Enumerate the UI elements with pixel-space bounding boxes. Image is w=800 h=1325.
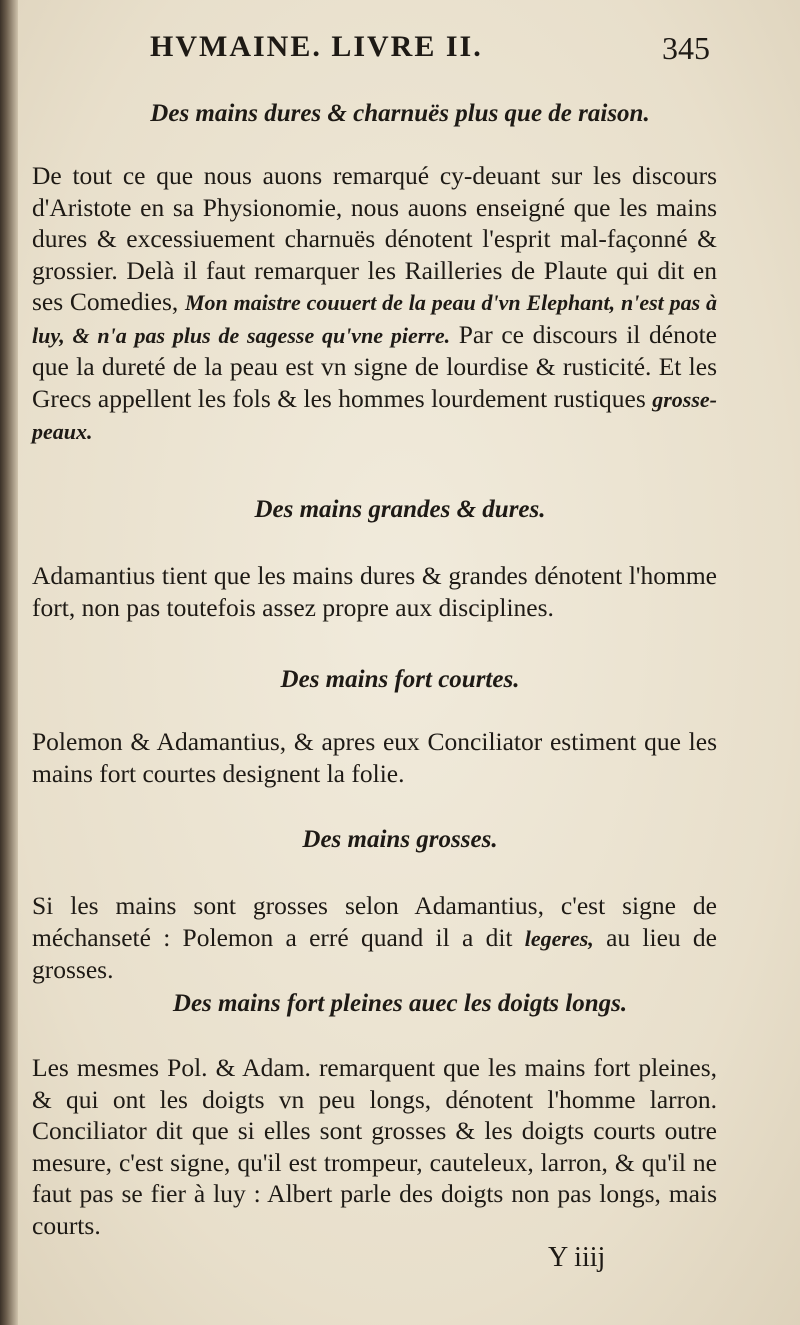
section-heading: Des mains dures & charnuës plus que de raison.: [150, 100, 650, 127]
section-paragraph: [32, 160, 717, 448]
section-heading: Des mains grandes & dures.: [254, 496, 546, 523]
paragraph-text: Polemon & Adamantius, & apres eux Conciliator estiment que les mains fort courtes designent la folie.: [32, 727, 717, 788]
section-paragraph: [32, 560, 717, 623]
paragraph-text: De tout ce que nous auons remarqué cy-deuant sur les discours d'Aristote en sa Physionomie, nous auons enseigné que les mains dures & excessiuement charnuës dénotent l'esprit mal-façonné & grossier. Delà il faut remarquer les Railleries de Plaute qui dit en ses Comedies,: [32, 161, 717, 316]
running-head: HVMAINE. LIVRE II.: [150, 30, 483, 63]
section-paragraph: [32, 1052, 717, 1241]
paragraph-italic-text: grosse-peaux.: [32, 386, 717, 444]
paragraph-text: Par ce discours il dénote que la dureté de la peau est vn signe de lourdise & rusticité. Et les Grecs appellent les fols & les hommes lourdement rustiques: [32, 319, 717, 413]
paragraph-text: Si les mains sont grosses selon Adamantius, c'est signe de méchanseté : Polemon a erré quand il a dit: [32, 891, 717, 952]
page-number: 345: [662, 30, 710, 66]
paragraph-text: au lieu de grosses.: [32, 922, 717, 984]
section-heading: Des mains fort pleines auec les doigts longs.: [172, 990, 628, 1017]
book-binding-edge: [0, 0, 18, 1325]
section-heading: Des mains grosses.: [302, 826, 498, 853]
section-paragraph: [32, 726, 717, 789]
paragraph-text: Adamantius tient que les mains dures & grandes dénotent l'homme fort, non pas toutefois assez propre aux disciplines.: [32, 561, 717, 622]
paragraph-text: Les mesmes Pol. & Adam. remarquent que les mains fort pleines, & qui ont les doigts vn peu longs, dénotent l'homme larron. Conciliator dit que si elles sont grosses & les doigts courts outre mesure, c'est signe, qu'il est trompeur, cauteleux, larron, & qu'il ne faut pas se fier à luy : Albert parle des doigts non pas longs, mais courts.: [32, 1053, 717, 1240]
section-heading: Des mains fort courtes.: [280, 666, 520, 693]
section-paragraph: [32, 890, 717, 986]
paragraph-italic-text: Mon maistre couuert de la peau d'vn Elephant, n'est pas à luy, & n'a pas plus de sagesse qu'vne pierre.: [32, 290, 717, 348]
page-header: [150, 30, 710, 75]
signature-mark: Y iiij: [548, 1242, 606, 1273]
paragraph-italic-text: legeres,: [524, 925, 594, 951]
